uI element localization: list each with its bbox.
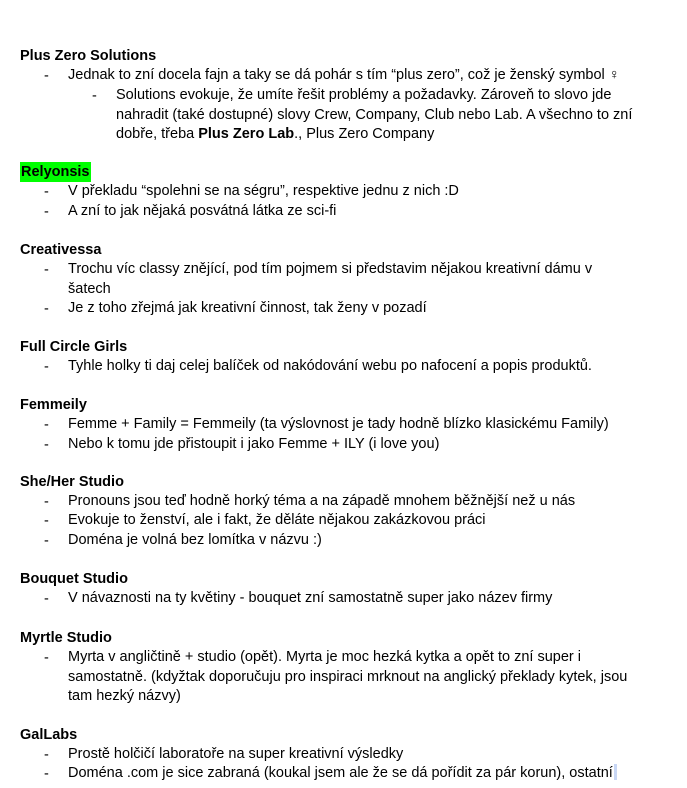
- section-heading[interactable]: She/Her Studio: [20, 474, 124, 490]
- list-item-text[interactable]: Prostě holčičí laboratoře na super kreativní výsledky: [68, 746, 404, 762]
- list-item-text[interactable]: V překladu “spolehni se na ségru”, respektive jednu z nich :D: [68, 183, 459, 199]
- list-item-text[interactable]: Doména je volná bez lomítka v názvu :): [68, 532, 322, 548]
- list-item-text[interactable]: A zní to jak nějaká posvátná látka ze sci-fi: [68, 203, 337, 219]
- bullet-dash: -: [44, 359, 49, 375]
- bullet-dash: -: [44, 301, 49, 317]
- bullet-dash: -: [44, 417, 49, 433]
- section-heading[interactable]: Plus Zero Solutions: [20, 48, 157, 64]
- bullet-dash: -: [44, 591, 49, 607]
- list-item-text[interactable]: V návaznosti na ty květiny - bouquet zní samostatně super jako název firmy: [68, 590, 553, 606]
- bold-text-run: Plus Zero Lab: [198, 126, 295, 142]
- text-run: Solutions evokuje, že umíte řešit problémy a požadavky. Zároveň to slovo jde nahradit (také dostupné) slovy Crew, Company, Club nebo Lab. A všechno to zní dobře, třeba: [116, 87, 633, 142]
- list-item-text[interactable]: Pronouns jsou teď hodně horký téma a na západě mnohem běžnější než u nás: [68, 493, 576, 509]
- list-item-text[interactable]: Jednak to zní docela fajn a taky se dá pohár s tím “plus zero”, což je ženský symbol ♀: [68, 67, 620, 83]
- section-heading[interactable]: Femmeily: [20, 397, 87, 413]
- bullet-dash: -: [44, 68, 49, 84]
- list-item-text[interactable]: Tyhle holky ti daj celej balíček od nakódování webu po nafocení a popis produktů.: [68, 358, 592, 374]
- bullet-dash: -: [44, 184, 49, 200]
- bullet-dash: -: [44, 262, 49, 278]
- bullet-dash: -: [44, 513, 49, 529]
- bullet-dash: -: [44, 204, 49, 220]
- section-heading[interactable]: Myrtle Studio: [20, 630, 112, 646]
- bullet-dash: -: [44, 437, 49, 453]
- list-item-text[interactable]: Femme + Family = Femmeily (ta výslovnost je tady hodně blízko klasickému Family): [68, 416, 609, 432]
- list-item-text[interactable]: Nebo k tomu jde přistoupit i jako Femme + ILY (i love you): [68, 436, 440, 452]
- bullet-dash: -: [44, 766, 49, 782]
- bullet-dash: -: [44, 494, 49, 510]
- section-heading[interactable]: Bouquet Studio: [20, 571, 128, 587]
- bullet-dash: -: [92, 88, 97, 104]
- list-item-text[interactable]: Myrta v angličtině + studio (opět). Myrta je moc hezká kytka a opět to zní super i samostatně. (kdyžtak doporučuju pro inspiraci mrknout na anglický překlady kytek, jsou tam hezký názvy): [68, 649, 628, 704]
- list-item-text[interactable]: Je z toho zřejmá jak kreativní činnost, tak ženy v pozadí: [68, 300, 427, 316]
- section-heading[interactable]: Full Circle Girls: [20, 339, 128, 355]
- section-heading-highlighted[interactable]: Relyonsis: [21, 164, 90, 180]
- section-heading[interactable]: Creativessa: [20, 242, 102, 258]
- bullet-dash: -: [44, 747, 49, 763]
- list-item-text[interactable]: [68, 764, 668, 784]
- text-run: ., Plus Zero Company: [294, 126, 435, 142]
- section-heading[interactable]: GalLabs: [20, 727, 78, 743]
- text-cursor: [614, 764, 617, 780]
- bullet-dash: -: [44, 533, 49, 549]
- bullet-dash: -: [44, 650, 49, 666]
- list-item-text[interactable]: Evokuje to ženství, ale i fakt, že děláte nějakou zakázkovou práci: [68, 512, 486, 528]
- text-run: Doména .com je sice zabraná (koukal jsem ale že se dá pořídit za pár korun), ostatní: [68, 765, 613, 781]
- list-item-text[interactable]: [116, 86, 651, 145]
- list-item-text[interactable]: Trochu víc classy znějící, pod tím pojmem si představim nějakou kreativní dámu v šatech: [68, 261, 593, 297]
